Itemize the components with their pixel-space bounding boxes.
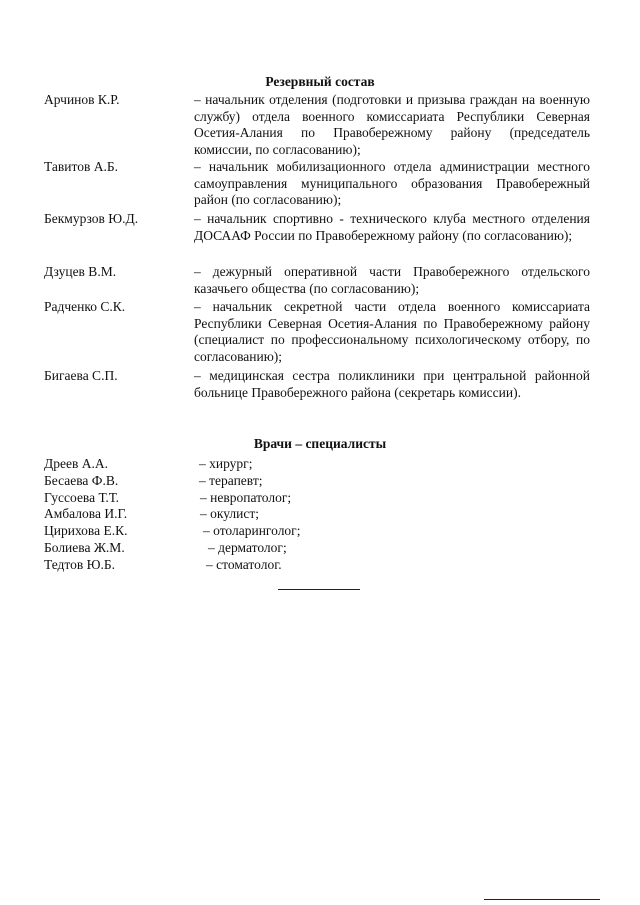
member-role: – начальник спортивно - технического клуба местного отделения ДОСААФ России по Правобережному району (по согласованию);: [194, 211, 590, 243]
doctor-specialty: – окулист;: [200, 506, 260, 521]
doctor-name: Дреев А.А.: [44, 456, 108, 471]
member-role: – начальник отделения (подготовки и призыва граждан на военную службу) отдела военного комиссариата Республики Северная Осетия-Алания по Правобережному району (председатель комиссии, по согласованию);: [194, 92, 590, 157]
doctor-specialty: – стоматолог.: [206, 557, 282, 572]
doctor-specialty: – отоларинголог;: [203, 523, 301, 538]
member-role: – медицинская сестра поликлиники при центральной районной больнице Правобережного района (секретарь комиссии).: [194, 368, 590, 400]
member-role: – начальник секретной части отдела военного комиссариата Республики Северная Осетия-Алания по Правобережному району (специалист по профессиональному психологическому отбору, по согласованию);: [194, 299, 590, 364]
doctors-section-title: Врачи – специалисты: [253, 436, 387, 451]
doctor-name: Болиева Ж.М.: [44, 540, 125, 555]
reserve-section-title: Резервный состав: [265, 74, 375, 89]
member-name: Бигаева С.П.: [44, 368, 118, 383]
member-name: Арчинов К.Р.: [44, 92, 120, 107]
closing-divider: [278, 589, 360, 590]
member-name: Бекмурзов Ю.Д.: [44, 211, 139, 226]
doctor-name: Гуссоева Т.Т.: [44, 490, 120, 505]
member-name: Тавитов А.Б.: [44, 159, 118, 174]
doctor-name: Бесаева Ф.В.: [44, 473, 119, 488]
doctor-name: Амбалова И.Г.: [44, 506, 128, 521]
doctor-specialty: – дерматолог;: [208, 540, 287, 555]
doctor-specialty: – хирург;: [199, 456, 253, 471]
member-role: – начальник мобилизационного отдела администрации местного самоуправления муниципального образования Правобережный район (по согласованию);: [194, 159, 590, 208]
doctor-name: Тедтов Ю.Б.: [44, 557, 116, 572]
member-name: Радченко С.К.: [44, 299, 126, 314]
member-role: – дежурный оперативной части Правобережного отдельского казачьего общества (по согласованию);: [194, 264, 590, 296]
member-name: Дзуцев В.М.: [44, 264, 117, 279]
footer-rule: [484, 899, 600, 900]
doctor-specialty: – невропатолог;: [200, 490, 292, 505]
doctor-specialty: – терапевт;: [199, 473, 263, 488]
doctor-name: Цирихова Е.К.: [44, 523, 128, 538]
